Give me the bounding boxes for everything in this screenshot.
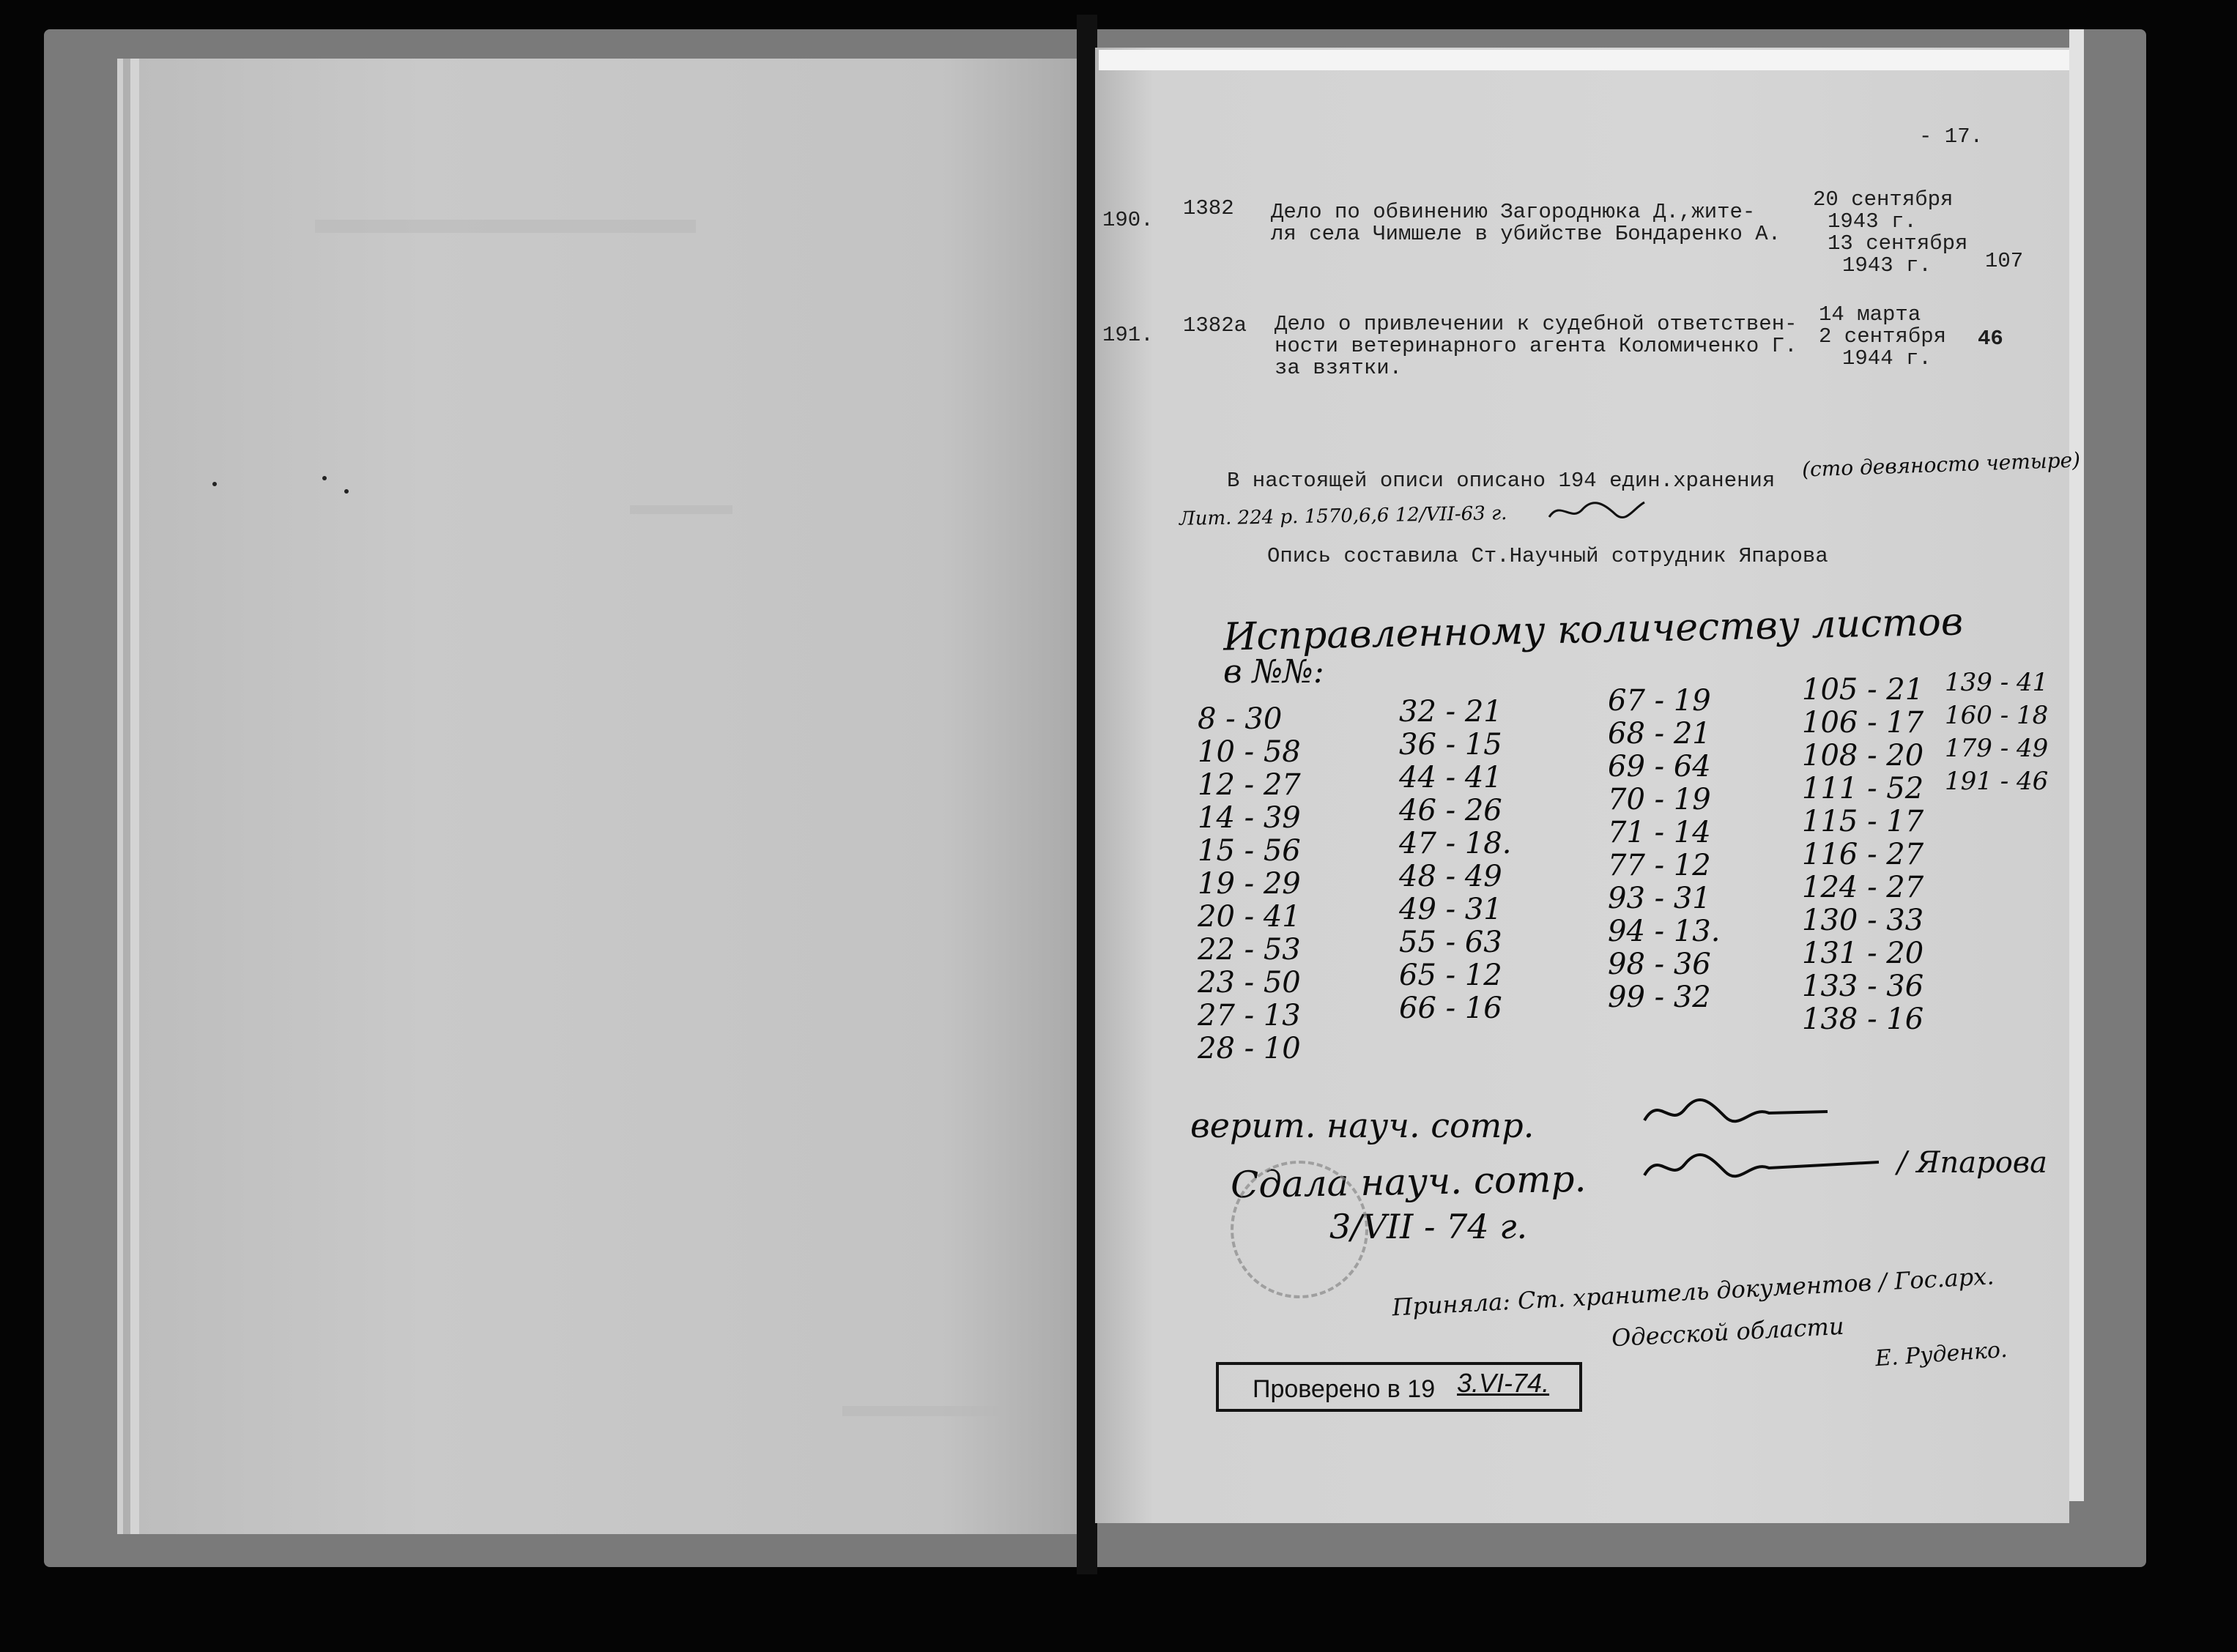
correction-entry: 179 - 49 (1945, 734, 2049, 763)
correction-entry: 70 - 19 (1608, 783, 1711, 816)
faded-seal (1231, 1161, 1368, 1298)
correction-entry: 138 - 16 (1802, 1002, 1924, 1036)
archive-note: Лит. 224 р. 1570,6,6 12/VII-63 г. (1179, 502, 1507, 530)
correction-entry: 99 - 32 (1608, 981, 1711, 1014)
correction-entry: 105 - 21 (1802, 673, 1924, 707)
correction-entry: 139 - 41 (1945, 668, 2049, 697)
correction-entry: 111 - 52 (1802, 772, 1924, 805)
handed-date: 3/VII - 74 г. (1329, 1207, 1528, 1246)
correction-entry: 124 - 27 (1802, 871, 1924, 904)
correction-entry: 65 - 12 (1399, 959, 1502, 992)
accepted-signature: Е. Руденко. (1874, 1336, 2008, 1372)
correction-entry: 116 - 27 (1802, 838, 1924, 871)
correction-entry: 27 - 13 (1198, 999, 1301, 1032)
correction-entry: 48 - 49 (1399, 860, 1502, 893)
accepted-archive: Одесской области (1611, 1311, 1845, 1353)
correction-entry: 19 - 29 (1198, 867, 1301, 901)
correction-entry: 108 - 20 (1802, 739, 1924, 773)
entry-sheet-count: 107 (1985, 249, 2024, 273)
entry-number: 190. (1102, 208, 1154, 232)
correction-entry: 15 - 56 (1198, 834, 1301, 868)
paper-edge (2069, 29, 2084, 1501)
correction-entry: 69 - 64 (1608, 750, 1711, 784)
entry-date: 1943 г. (1842, 253, 1932, 278)
entry-title-line: за взятки. (1275, 356, 1403, 380)
correction-entry: 68 - 21 (1608, 717, 1711, 751)
correction-entry: 133 - 36 (1802, 970, 1924, 1003)
correction-entry: 160 - 18 (1945, 701, 2049, 730)
entry-date: 1944 г. (1842, 346, 1932, 371)
ink-speck (212, 482, 217, 486)
correction-entry: 115 - 17 (1802, 805, 1924, 838)
compiler-line: Опись составила Ст.Научный сотрудник Япарова (1267, 544, 1828, 568)
correction-entry: 23 - 50 (1198, 966, 1301, 1000)
entry-date: 2 сентября (1819, 324, 1947, 349)
correction-entry: 46 - 26 (1399, 794, 1502, 827)
show-through-mark (630, 505, 732, 514)
entry-number: 191. (1102, 323, 1154, 347)
correction-entry: 67 - 19 (1608, 684, 1711, 718)
handed-line: Сдала науч. сотр. (1230, 1157, 1587, 1207)
correction-entry: 131 - 20 (1802, 937, 1924, 970)
corrections-column-2 (1399, 696, 1511, 1025)
entry-title-line: Дело по обвинению Загороднюка Д.,жите- (1271, 200, 1756, 224)
correction-entry: 106 - 17 (1802, 706, 1924, 740)
handed-signature (1641, 1146, 1882, 1190)
corrections-column-4 (1802, 674, 1923, 1036)
correction-entry: 66 - 16 (1399, 991, 1502, 1025)
summary-handwritten: (сто девяносто четыре) (1801, 447, 2081, 482)
signature (1546, 496, 1648, 526)
stamp-date: 3.VI-74. (1457, 1368, 1550, 1398)
correction-entry: 36 - 15 (1399, 728, 1502, 762)
correction-entry: 22 - 53 (1198, 933, 1301, 967)
entry-index: 1382 (1183, 196, 1234, 220)
entry-date: 14 марта (1819, 302, 1921, 327)
corrections-subheading: в №№: (1223, 653, 1324, 691)
entry-date: 13 сентября (1828, 231, 1968, 256)
show-through-mark (315, 220, 696, 233)
correction-entry: 32 - 21 (1399, 695, 1502, 729)
entry-title-line: Дело о привлечении к судебной ответствен- (1275, 312, 1798, 336)
correction-entry: 10 - 58 (1198, 735, 1301, 769)
correction-entry: 12 - 27 (1198, 768, 1301, 802)
entry-date: 1943 г. (1828, 209, 1917, 234)
paper-top-strip (1099, 50, 2077, 70)
entry-title-line: ля села Чимшеле в убийстве Бондаренко А. (1271, 222, 1781, 246)
correction-entry: 47 - 18. (1399, 827, 1512, 860)
verification-stamp (1216, 1362, 1582, 1412)
summary-line: В настоящей описи описано 194 един.хранения (1227, 469, 1776, 493)
correction-entry: 77 - 12 (1608, 849, 1711, 882)
correction-entry: 8 - 30 (1198, 702, 1283, 736)
entry-sheet-count: 46 (1978, 327, 2003, 351)
book-spine (1077, 15, 1097, 1574)
correction-entry: 130 - 33 (1802, 904, 1924, 937)
ink-speck (322, 476, 327, 480)
corrections-column-3 (1608, 685, 1720, 1014)
handed-name: / Япарова (1897, 1146, 2047, 1180)
correction-entry: 71 - 14 (1608, 816, 1711, 849)
entry-index: 1382а (1183, 313, 1247, 338)
left-page-blank (139, 59, 1084, 1534)
correction-entry: 93 - 31 (1608, 882, 1711, 915)
correction-entry: 14 - 39 (1198, 801, 1301, 835)
correction-entry: 55 - 63 (1399, 926, 1502, 959)
correction-entry: 191 - 46 (1945, 767, 2049, 796)
show-through-mark (842, 1406, 1004, 1416)
accepted-line: Приняла: Ст. хранитель документов / Гос.арх. (1391, 1262, 1995, 1322)
ink-speck (344, 489, 349, 494)
entry-date: 20 сентября (1813, 187, 1954, 212)
correction-entry: 44 - 41 (1399, 761, 1502, 795)
corrections-column-1 (1198, 703, 1301, 1065)
verified-line: верит. науч. сотр. (1190, 1106, 1535, 1145)
verifier-signature (1641, 1091, 1831, 1135)
stamp-label: Проверено в 19 (1253, 1375, 1436, 1403)
correction-entry: 94 - 13. (1608, 915, 1721, 948)
correction-entry: 98 - 36 (1608, 948, 1711, 981)
corrections-column-5 (1945, 666, 2048, 798)
entry-title-line: ности ветеринарного агента Коломиченко Г. (1275, 334, 1798, 358)
correction-entry: 28 - 10 (1198, 1032, 1301, 1065)
correction-entry: 20 - 41 (1198, 900, 1301, 934)
correction-entry: 49 - 31 (1399, 893, 1502, 926)
page-number: - 17. (1919, 124, 1984, 149)
corrections-heading: Исправленному количеству листов (1223, 600, 1964, 660)
